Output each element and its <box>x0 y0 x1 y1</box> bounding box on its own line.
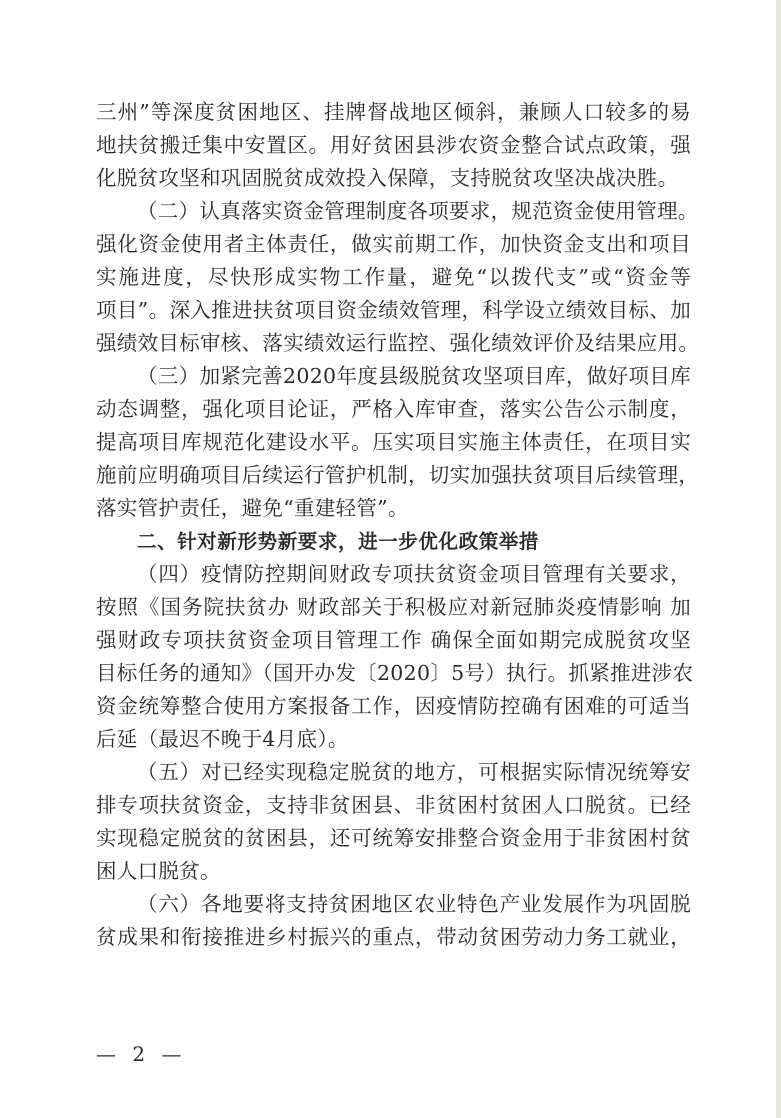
body-line: 项目”。深入推进扶贫项目资金绩效管理，科学设立绩效目标、加 <box>96 298 691 322</box>
body-line: 后延（最迟不晚于4月底）。 <box>96 727 349 751</box>
document-body <box>96 96 700 954</box>
section-three-start: （三）加紧完善2020年度县级脱贫攻坚项目库，做好项目库 <box>137 364 691 388</box>
body-line: 地扶贫搬迁集中安置区。用好贫困县涉农资金整合试点政策，强 <box>96 133 691 157</box>
body-line: 实施进度，尽快形成实物工作量，避免“以拨代支”或“资金等 <box>96 265 691 289</box>
page-number: — 2 — <box>96 1042 187 1066</box>
body-line: 按照《国务院扶贫办 财政部关于积极应对新冠肺炎疫情影响 加 <box>96 595 691 619</box>
body-line: 目标任务的通知》（国开办发〔2020〕5号）执行。抓紧推进涉农 <box>96 661 694 685</box>
page-edge <box>776 0 781 1118</box>
body-line: 强财政专项扶贫资金项目管理工作 确保全面如期完成脱贫攻坚 <box>96 628 691 652</box>
body-line: 动态调整，强化项目论证，严格入库审查，落实公告公示制度， <box>96 397 691 421</box>
body-line: 贫成果和衔接推进乡村振兴的重点，带动贫困劳动力务工就业， <box>96 925 691 949</box>
body-line: 困人口脱贫。 <box>96 859 221 883</box>
body-line: 资金统筹整合使用方案报备工作，因疫情防控确有困难的可适当 <box>96 694 691 718</box>
body-line: 排专项扶贫资金，支持非贫困县、非贫困村贫困人口脱贫。已经 <box>96 793 691 817</box>
body-line: 提高项目库规范化建设水平。压实项目实施主体责任，在项目实 <box>96 430 691 454</box>
section-six-start: （六）各地要将支持贫困地区农业特色产业发展作为巩固脱 <box>137 892 691 916</box>
body-line: 施前应明确项目后续运行管护机制，切实加强扶贫项目后续管理， <box>96 463 700 487</box>
body-line: 实现稳定脱贫的贫困县，还可统筹安排整合资金用于非贫困村贫 <box>96 826 691 850</box>
body-line: 化脱贫攻坚和巩固脱贫成效投入保障，支持脱贫攻坚决战决胜。 <box>96 166 679 190</box>
section-heading: 二、针对新形势新要求，进一步优化政策举措 <box>137 530 540 553</box>
section-two-start: （二）认真落实资金管理制度各项要求，规范资金使用管理。 <box>137 199 699 223</box>
section-four-start: （四）疫情防控期间财政专项扶贫资金项目管理有关要求， <box>137 562 691 586</box>
body-line: 强化资金使用者主体责任，做实前期工作，加快资金支出和项目 <box>96 232 691 256</box>
section-five-start: （五）对已经实现稳定脱贫的地方，可根据实际情况统筹安 <box>137 760 691 784</box>
body-line: 三州”等深度贫困地区、挂牌督战地区倾斜，兼顾人口较多的易 <box>96 100 691 124</box>
body-line: 落实管护责任，避免“重建轻管”。 <box>96 496 409 520</box>
body-line: 强绩效目标审核、落实绩效运行监控、强化绩效评价及结果应用。 <box>96 331 700 355</box>
